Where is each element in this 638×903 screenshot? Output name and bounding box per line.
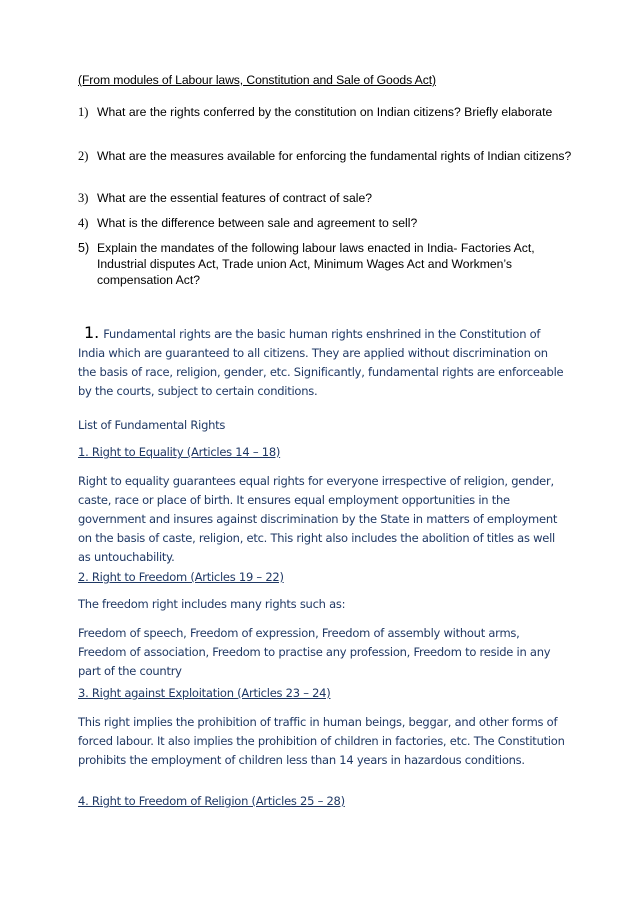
question-text: What are the measures available for enforcing the fundamental rights of Indian citizens? (97, 149, 572, 163)
question-number: 4) (78, 216, 89, 230)
question-number: 5) (78, 241, 90, 255)
question-5 (78, 240, 578, 288)
section-heading-freedom: 2. Right to Freedom (Articles 19 – 22) (78, 570, 284, 584)
question-2 (78, 148, 578, 164)
answer-intro (78, 323, 568, 401)
section-heading-equality: 1. Right to Equality (Articles 14 – 18) (78, 445, 281, 459)
answer-number: 1. (84, 323, 100, 342)
section-heading-religion: 4. Right to Freedom of Religion (Articles 25 – 28) (78, 794, 345, 808)
section-paragraph-freedom-intro: The freedom right includes many rights such as: (78, 597, 346, 611)
question-text: Explain the mandates of the following labour laws enacted in India- Factories Act, Industrial disputes Act, Trade union Act, Minimum Wages Act and Workmen’s compensation Act? (97, 241, 535, 287)
question-text: What are the rights conferred by the constitution on Indian citizens? Briefly elaborate (97, 105, 553, 119)
section-heading-exploitation: 3. Right against Exploitation (Articles 23 – 24) (78, 686, 331, 700)
question-text: What are the essential features of contract of sale? (97, 191, 373, 205)
answer-intro-text: Fundamental rights are the basic human rights enshrined in the Constitution of India which are guaranteed to all citizens. They are applied without discrimination on the basis of race, religion, gender, etc. Significantly, fundamental rights are enforceable by the courts, subject to certain conditions. (78, 327, 564, 398)
question-number: 1) (78, 105, 89, 119)
section-paragraph-equality: Right to equality guarantees equal rights for everyone irrespective of religion, gender, caste, race or place of birth. It ensures equal employment opportunities in the government and insures against discrimination by the State in matters of employment on the basis of caste, religion, etc. This right also includes the abolition of titles as well as untouchability. (78, 474, 558, 564)
section-paragraph-exploitation: This right implies the prohibition of traffic in human beings, beggar, and other forms of forced labour. It also implies the prohibition of children in factories, etc. The Constitution prohibits the employment of children less than 14 years in hazardous conditions. (78, 715, 565, 767)
question-3 (78, 190, 578, 206)
question-number: 3) (78, 191, 89, 205)
section-paragraph-freedom-list: Freedom of speech, Freedom of expression, Freedom of assembly without arms, Freedom of association, Freedom to practise any profession, Freedom to reside in any part of the country (78, 626, 551, 678)
question-1 (78, 104, 578, 120)
question-number: 2) (78, 149, 89, 163)
list-title: List of Fundamental Rights (78, 418, 226, 432)
modules-header: (From modules of Labour laws, Constitution and Sale of Goods Act) (78, 73, 436, 87)
question-4 (78, 215, 578, 231)
question-text: What is the difference between sale and agreement to sell? (97, 216, 418, 230)
